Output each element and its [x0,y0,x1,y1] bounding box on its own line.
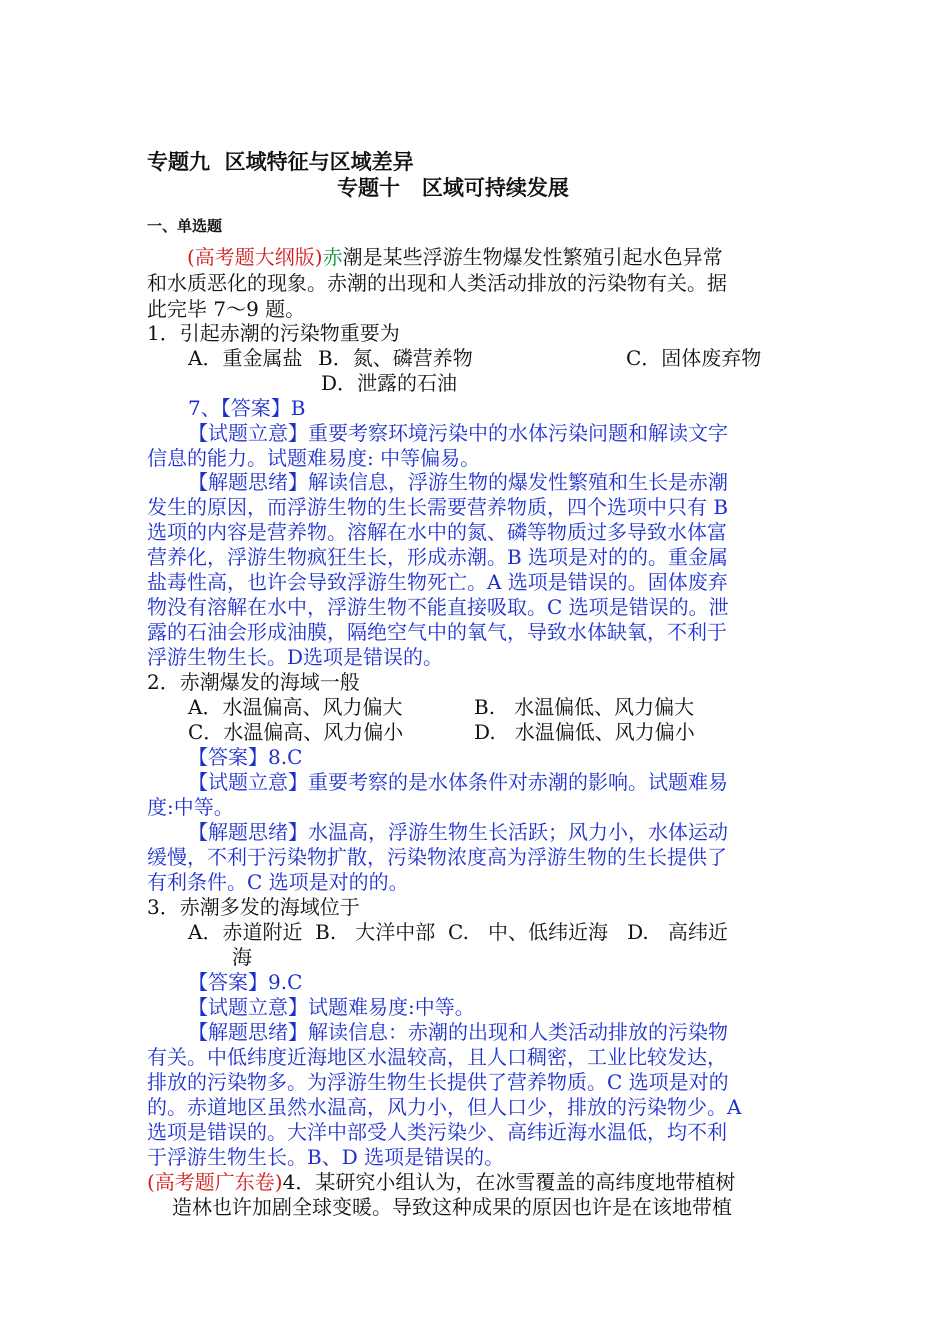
question-1-analysis-line: 【解题思绪】解读信息，浮游生物的爆发性繁殖和生长是赤潮 [188,470,728,494]
question-1-intent-line-1: 【试题立意】重要考察环境污染中的水体污染问题和解读文字 [188,421,728,445]
question-1-analysis-line: 露的石油会形成油膜，隔绝空气中的氧气，导致水体缺氧，不利于 [147,620,727,644]
question-3-analysis-line: 排放的污染物多。为浮游生物生长提供了营养物质。C 选项是对的 [147,1070,729,1094]
question-1-analysis-line: 盐毒性高，也许会导致浮游生物死亡。A 选项是错误的。固体废弃 [147,570,728,594]
question-3-analysis-line: 有关。中低纬度近海地区水温较高，且人口稠密，工业比较发达， [147,1045,727,1069]
question-1-option-b: B．氮、磷营养物 [318,346,473,370]
question-1-answer: 7、【答案】B [188,396,306,420]
chapter-title-ten: 专题十 区域可持续发展 [337,176,569,200]
question-3-options: A．赤道附近 B. 大洋中部 C. 中、低纬近海 D. 高纬近 [188,920,728,944]
question-1-analysis-line: 营养化，浮游生物疯狂生长，形成赤潮。B 选项是对的的。重金属 [147,545,729,569]
question-4-line-1 [147,1170,735,1194]
intro-line-2: 和水质恶化的现象。赤潮的出现和人类活动排放的污染物有关。据 [147,271,727,295]
question-1-stem: 1．引起赤潮的污染物重要为 [147,321,400,345]
question-3-intent: 【试题立意】试题难易度:中等。 [188,995,475,1019]
question-2-option-c: C．水温偏高、风力偏小 [188,720,404,744]
question-4-line-2: 造林也许加剧全球变暖。导致这种成果的原因也许是在该地带植 [172,1195,732,1219]
question-3-analysis-line: 【解题思绪】解读信息：赤潮的出现和人类活动排放的污染物 [188,1020,728,1044]
question-1-analysis-line: 浮游生物生长。D选项是错误的。 [147,645,444,669]
question-3-options-wrap: 海 [232,945,252,969]
question-2-option-d: D. 水温偏低、风力偏小 [474,720,695,744]
question-3-analysis-line: 的。赤道地区虽然水温高，风力小，但人口少，排放的污染物少。A [147,1095,742,1119]
question-1-intent-line-2: 信息的能力。试题难易度: 中等偏易。 [147,446,481,470]
question-4-stem-text: 4．某研究小组认为，在冰雪覆盖的高纬度地带植树 [282,1170,736,1194]
question-2-answer: 【答案】8.C [188,745,303,769]
question-1-option-c: C．固体废弃物 [626,346,762,370]
question-1-option-a: A．重金属盐 [188,346,303,370]
chapter-title-nine: 专题九 区域特征与区域差异 [147,150,414,174]
question-2-analysis-line: 【解题思绪】水温高，浮游生物生长活跃；风力小，水体运动 [188,820,728,844]
question-3-answer: 【答案】9.C [188,970,303,994]
question-3-stem: 3．赤潮多发的海域位于 [147,895,360,919]
question-1-analysis-line: 物没有溶解在水中，浮游生物不能直接吸取。C 选项是错误的。泄 [147,595,729,619]
question-2-analysis-line: 有利条件。C 选项是对的的。 [147,870,409,894]
intro-lead-char: 赤 [322,245,343,269]
question-2-option-b: B. 水温偏低、风力偏大 [474,695,695,719]
question-2-stem: 2．赤潮爆发的海域一般 [147,670,360,694]
question-1-option-d: D．泄露的石油 [321,371,458,395]
question-3-analysis-line: 选项是错误的。大洋中部受人类污染少、高纬近海水温低，均不利 [147,1120,727,1144]
question-1-analysis-line: 选项的内容是营养物。溶解在水中的氮、磷等物质过多导致水体富 [147,520,727,544]
question-2-option-a: A．水温偏高、风力偏大 [188,695,403,719]
section-heading: 一、单选题 [147,217,223,235]
question-2-analysis-line: 缓慢，不利于污染物扩散，污染物浓度高为浮游生物的生长提供了 [147,845,727,869]
question-2-intent-line-2: 度:中等。 [147,795,234,819]
intro-source-tag: (高考题大纲版) [187,245,323,269]
intro-line-1 [187,245,723,269]
intro-line-1-text: 潮是某些浮游生物爆发性繁殖引起水色异常 [342,245,723,269]
intro-line-3: 此完毕 7～9 题。 [147,297,306,321]
question-2-intent-line-1: 【试题立意】重要考察的是水体条件对赤潮的影响。试题难易 [188,770,728,794]
question-4-source-tag: (高考题广东卷) [147,1170,283,1194]
question-3-analysis-line: 于浮游生物生长。B、D 选项是错误的。 [147,1145,505,1169]
question-1-analysis-line: 发生的原因，而浮游生物的生长需要营养物质，四个选项中只有 B [147,495,729,519]
